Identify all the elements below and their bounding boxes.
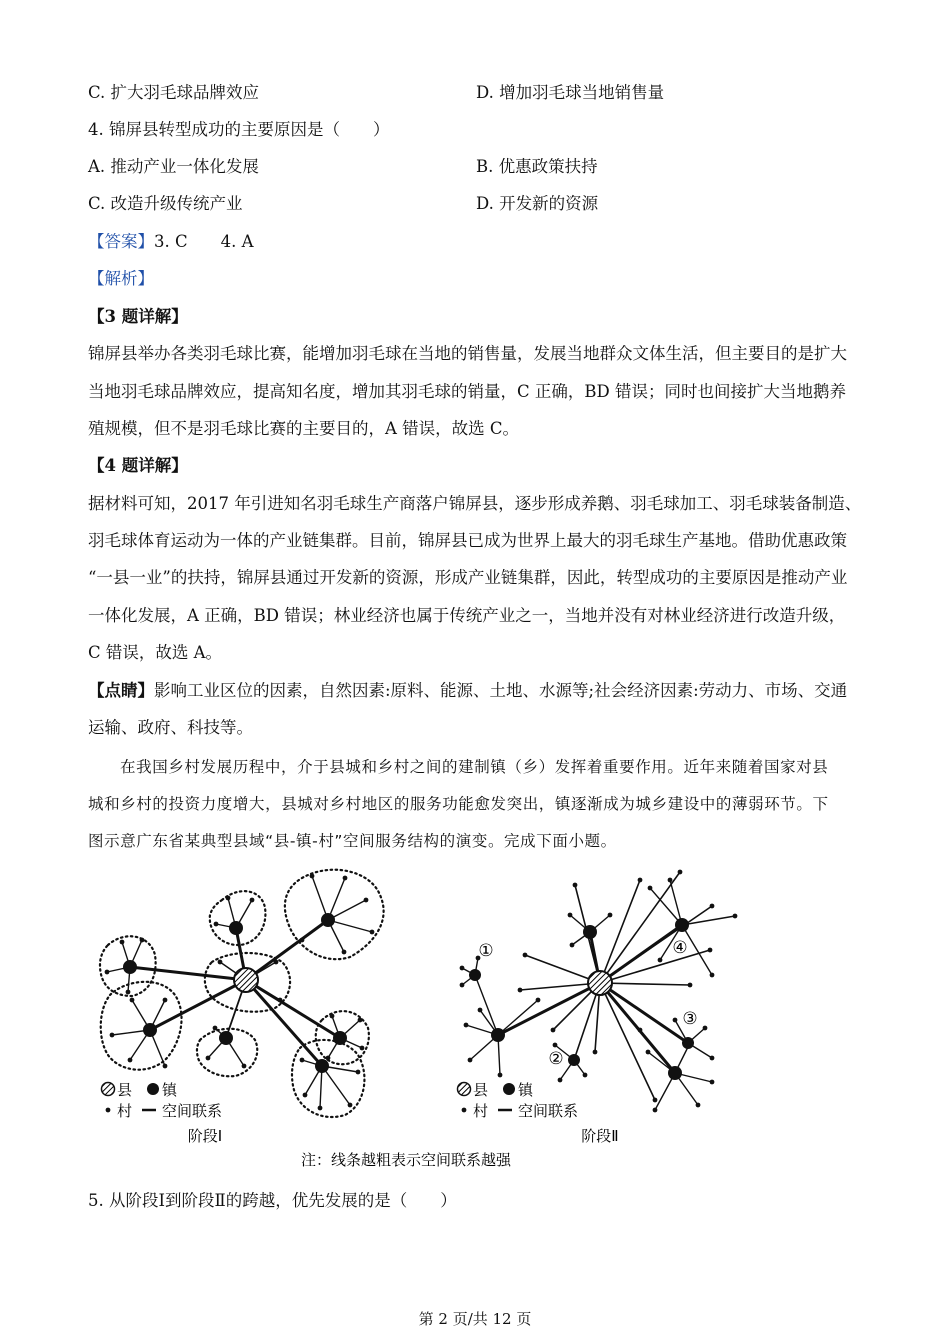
material-line: 图示意广东省某典型县域“县-镇-村”空间服务结构的演变。完成下面小题。 [88, 832, 617, 850]
legend-stage2 [458, 1081, 579, 1120]
q4-stem: 4. 锦屏县转型成功的主要原因是（ ） [88, 120, 390, 139]
q3-detail-line: 殖规模，但不是羽毛球比赛的主要目的，A 错误，故选 C。 [88, 419, 520, 438]
legend-village-label: 村 [473, 1103, 489, 1120]
legend-county-label: 县 [473, 1082, 489, 1099]
q3-detail-line: 当地羽毛球品牌效应，提高知名度，增加其羽毛球的销量，C 正确，BD 错误；同时也间接扩大当地鹅养 [88, 382, 846, 401]
page-footer: 第 2 页/共 12 页 [418, 1310, 532, 1328]
legend-link-label: 空间联系 [518, 1103, 579, 1120]
q4-detail-line: 一体化发展，A 正确，BD 错误；林业经济也属于传统产业之一，当地并没有对林业经济进行改造升级， [88, 606, 846, 625]
analysis-tag: 【解析】 [88, 269, 154, 288]
q3-detail-heading: 【3 题详解】 [88, 307, 188, 326]
q5-stem: 5. 从阶段Ⅰ到阶段Ⅱ的跨越，优先发展的是（ ） [88, 1191, 457, 1210]
tip-tag: 【点睛】 [88, 681, 154, 700]
q4-detail-line: “一县一业”的扶持，锦屏县通过开发新的资源，形成产业链集群，因此，转型成功的主要原因是推动产业 [88, 568, 848, 587]
q4-option-d: D. 开发新的资源 [476, 194, 599, 213]
legend-town-label: 镇 [162, 1082, 178, 1099]
legend-county-label: 县 [117, 1082, 133, 1099]
tip-text: 影响工业区位的因素，自然因素:原料、能源、土地、水源等;社会经济因素:劳动力、市场、交通 [154, 681, 848, 700]
tip-line-2: 运输、政府、科技等。 [88, 718, 253, 737]
figure-note: 注：线条越粗表示空间联系越强 [300, 1152, 512, 1169]
marker-1: ① [478, 941, 494, 960]
q4-option-a: A. 推动产业一体化发展 [88, 157, 259, 176]
legend-stage1 [102, 1081, 223, 1120]
marker-2: ② [548, 1049, 564, 1068]
q4-detail-heading: 【4 题详解】 [88, 456, 188, 475]
stage1-label: 阶段Ⅰ [187, 1128, 223, 1145]
q3-detail-line: 锦屏县举办各类羽毛球比赛，能增加羽毛球在当地的销售量，发展当地群众文体生活，但主要目的是扩大 [88, 344, 847, 363]
material-line: 在我国乡村发展历程中，介于县城和乡村之间的建制镇（乡）发挥着重要作用。近年来随着国家对县 [120, 758, 829, 776]
stage2-diagram [460, 870, 738, 1113]
answer-text: 3. C 4. A [154, 232, 254, 251]
answer-tag: 【答案】 [88, 232, 154, 251]
marker-3: ③ [682, 1009, 698, 1028]
legend-link-label: 空间联系 [162, 1103, 223, 1120]
marker-4: ④ [672, 938, 688, 957]
q4-detail-line: 据材料可知，2017 年引进知名羽毛球生产商落户锦屏县，逐步形成养鹅、羽毛球加工、羽毛球装备制造、 [88, 494, 862, 513]
q4-option-b: B. 优惠政策扶持 [476, 157, 598, 176]
q3-option-d: D. 增加羽毛球当地销售量 [476, 83, 665, 102]
stage1-diagram [100, 870, 384, 1117]
material-line: 城和乡村的投资力度增大，县城对乡村地区的服务功能愈发突出，镇逐渐成为城乡建设中的薄弱环节。下 [88, 795, 829, 813]
legend-town-label: 镇 [518, 1082, 534, 1099]
legend-village-label: 村 [117, 1103, 133, 1120]
q3-option-c: C. 扩大羽毛球品牌效应 [88, 83, 260, 102]
q4-detail-line: 羽毛球体育运动为一体的产业链集群。目前，锦屏县已成为世界上最大的羽毛球生产基地。借助优惠政策 [88, 531, 847, 550]
q4-option-c: C. 改造升级传统产业 [88, 194, 243, 213]
q4-detail-line: C 错误，故选 A。 [88, 643, 223, 662]
stage2-label: 阶段Ⅱ [581, 1128, 619, 1145]
